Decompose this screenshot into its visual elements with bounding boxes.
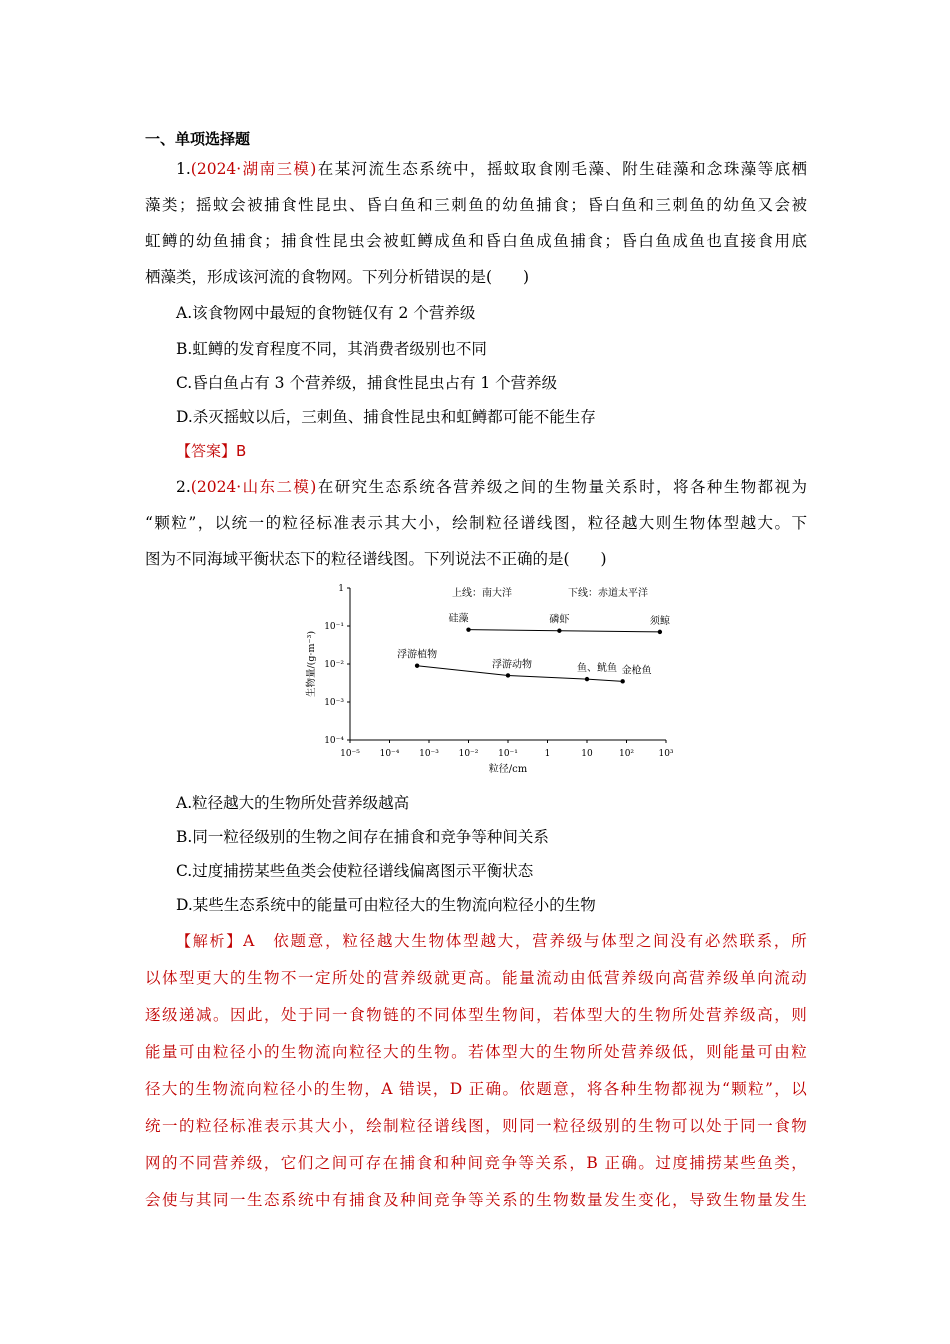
q2-option-c: C.过度捕捞某些鱼类会使粒径谱线偏离图示平衡状态 [176,862,534,880]
y-tick-label: 10⁻¹ [324,622,344,632]
data-point-label: 鱼、鱿鱼 [577,663,617,675]
q2-explanation-line-4: 能量可由粒径小的生物流向粒径大的生物。若体型大的生物所处营养级低，则能量可由粒 [145,1043,807,1061]
q1-source: (2024·湖南三模) [190,160,317,178]
answer-value: B [236,442,247,460]
q2-explanation-line-1: 【解析】A 依题意，粒径越大生物体型越大，营养级与体型之间没有必然联系，所 [176,932,807,950]
data-point [658,630,662,634]
q2-explanation-line-5: 径大的生物流向粒径小的生物，A 错误，D 正确。依题意，将各种生物都视为“颗粒”，以 [145,1080,807,1098]
data-point-label: 浮游动物 [492,659,532,671]
q1-answer [176,440,838,462]
data-point [466,627,470,631]
data-point-label: 须鲸 [649,615,670,627]
q1-number: 1. [176,160,191,178]
x-tick-label: 1 [544,749,551,759]
x-tick-label: 10³ [658,749,674,759]
y-axis-title: 生物量/(g·m⁻³) [306,630,317,698]
x-tick-label: 10⁻³ [419,749,439,759]
answer-label: 【答案】 [176,442,237,460]
y-tick-label: 10⁻³ [324,698,344,708]
y-tick-label: 10⁻² [324,660,344,670]
data-point-label: 金枪鱼 [621,665,652,677]
y-tick-label: 10⁻⁴ [324,736,344,746]
data-point-label: 磷虾 [549,614,570,626]
legend-entry: 上线：南大洋 [452,588,512,599]
data-point [415,664,419,668]
x-tick-label: 10⁻² [458,749,479,759]
q2-explanation-line-3: 逐级递减。因此，处于同一食物链的不同体型生物间，若体型大的生物所处营养级高，则 [145,1006,807,1024]
q2-source: (2024·山东二模) [190,478,317,496]
q2-number: 2. [176,478,191,496]
q1-option-d: D.杀灭摇蚊以后，三刺鱼、捕食性昆虫和虹鳟都可能不能生存 [176,408,596,426]
q2-option-a: A.粒径越大的生物所处营养级越高 [176,794,410,812]
q1-stem-line-4: 栖藻类，形成该河流的食物网。下列分析错误的是( ) [145,268,530,286]
explanation-label: 【解析】 [176,932,244,950]
x-tick-label: 10² [618,749,635,759]
data-point [557,629,561,633]
q2-explanation-line-2: 以体型更大的生物不一定所处的营养级就更高。能量流动由低营养级向高营养级单向流动 [145,969,807,987]
x-tick-label: 10⁻⁵ [340,749,360,759]
q2-stem-line-2: “颗粒”，以统一的粒径标准表示其大小，绘制粒径谱线图，粒径越大则生物体型越大。下 [145,514,807,532]
data-point [585,677,589,681]
q1-option-b: B.虹鳟的发育程度不同，其消费者级别也不同 [176,340,487,358]
q2-option-d: D.某些生态系统中的能量可由粒径大的生物流向粒径小的生物 [176,896,596,914]
particle-size-spectrum-chart [300,578,690,778]
q1-stem-line-1: 1.(2024·湖南三模)在某河流生态系统中，摇蚊取食刚毛藻、附生硅藻和念珠藻等底栖 [176,160,807,178]
data-point-label: 浮游植物 [397,649,438,661]
legend-entry: 下线：赤道太平洋 [568,588,648,599]
x-tick-label: 10 [581,749,593,759]
q2-explanation-line-7: 网的不同营养级，它们之间可存在捕食和种间竞争等关系，B 正确。过度捕捞某些鱼类， [145,1154,807,1172]
q2-option-b: B.同一粒径级别的生物之间存在捕食和竞争等种间关系 [176,828,549,846]
x-axis-title: 粒径/cm [488,764,528,775]
x-tick-label: 10⁻¹ [498,749,518,759]
q2-stem-line-3: 图为不同海域平衡状态下的粒径谱线图。下列说法不正确的是( ) [145,550,607,568]
q2-explanation-line-8: 会使与其同一生态系统中有捕食及种间竞争等关系的生物数量发生变化，导致生物量发生 [145,1191,807,1209]
series-line [469,630,660,632]
data-point [506,673,510,677]
q2-explanation-line-6: 统一的粒径标准表示其大小，绘制粒径谱线图，则同一粒径级别的生物可以处于同一食物 [145,1117,807,1135]
y-tick-label: 1 [338,584,344,594]
q1-stem-line-3: 虹鳟的幼鱼捕食；捕食性昆虫会被虹鳟成鱼和昏白鱼成鱼捕食；昏白鱼成鱼也直接食用底 [145,232,807,250]
data-point-label: 硅藻 [448,613,469,625]
q2-stem-line-1: 2.(2024·山东二模)在研究生态系统各营养级之间的生物量关系时，将各种生物都视为 [176,478,807,496]
q1-option-c: C.昏白鱼占有 3 个营养级，捕食性昆虫占有 1 个营养级 [176,374,558,392]
q1-stem-line-2: 藻类；摇蚊会被捕食性昆虫、昏白鱼和三刺鱼的幼鱼捕食；昏白鱼和三刺鱼的幼鱼又会被 [145,196,807,214]
q1-option-a: A.该食物网中最短的食物链仅有 2 个营养级 [176,304,476,322]
section-title: 一、单项选择题 [145,130,251,148]
data-point [620,679,624,683]
x-tick-label: 10⁻⁴ [379,749,400,759]
